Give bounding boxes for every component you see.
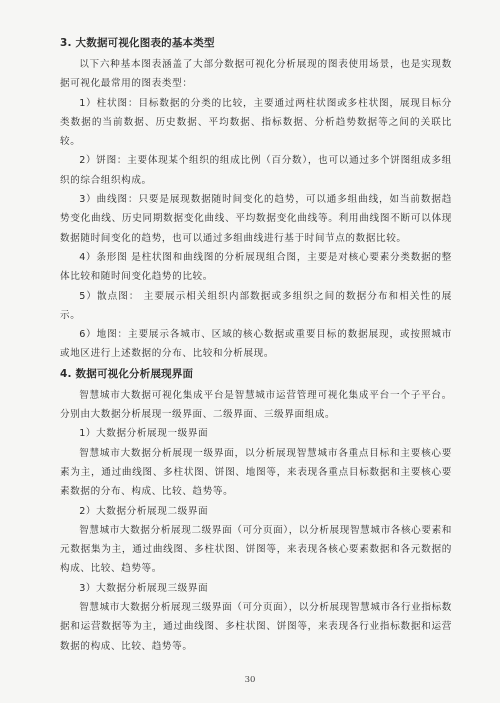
level-2-interface-text: 智慧城市大数据分析展现二级界面（可分页面），以分析展现智慧城市各核心要素和元数据集为主，通过曲线图、多柱状图、饼图等，来表现各核心要素数据和各元数据的构成、比较、趋势等。 xyxy=(60,524,452,575)
section-3-intro: 以下六种基本图表涵盖了大部分数据可视化分析展现的图表使用场景，也是实现数据可视化最常用的图表类型： xyxy=(60,59,452,90)
section-4-intro: 智慧城市大数据可视化集成平台是智慧城市运营管理可视化集成平台一个子平台。分别由大数据分析展现一级界面、二级界面、三级界面组成。 xyxy=(60,389,452,421)
chart-type-map: 6）地图：主要展示各城市、区域的核心数据或重要目标的数据展现，或按照城市或地区进行上述数据的分布、比较和分析展现。 xyxy=(60,329,452,360)
chart-type-scatter: 5）散点图： 主要展示相关组织内部数据或多组织之间的数据分布和相关性的展示。 xyxy=(60,290,452,321)
level-3-interface-heading: 3）大数据分析展现三级界面 xyxy=(79,582,209,594)
page-number: 30 xyxy=(244,675,256,685)
chart-type-bar: 1）柱状图：目标数据的分类的比较，主要通过两柱状图或多柱状图，展现目标分类数据的当前数据、历史数据、平均数据、指标数据、分析趋势数据等之间的关联比较。 xyxy=(60,97,452,148)
chart-type-bar-line-combo: 4）条形图 是柱状图和曲线图的分析展现组合图，主要是对核心要素分类数据的整体比较和随时间变化趋势的比较。 xyxy=(60,251,452,283)
chart-type-line: 3）曲线图：只要是展现数据随时间变化的趋势，可以通多组曲线，如当前数据趋势变化曲线、历史同期数据变化曲线、平均数据变化曲线等。利用曲线图不断可以体现数据随时间变化的趋势，也可以通过多组曲线进行基于时间节点的数据比较。 xyxy=(60,194,452,244)
level-2-interface-heading: 2）大数据分析展现二级界面 xyxy=(79,505,209,517)
page-content xyxy=(60,36,452,656)
section-4-heading: 4. 数据可视化分析展现界面 xyxy=(60,367,194,380)
level-1-interface-heading: 1）大数据分析展现一级界面 xyxy=(79,428,209,440)
level-3-interface-text: 智慧城市大数据分析展现三级界面（可分页面），以分析展现智慧城市各行业指标数据和运营数据等为主，通过曲线图、多柱状图、饼图等，来表现各行业指标数据和运营数据的构成、比较、趋势等。 xyxy=(60,602,452,652)
chart-type-pie: 2）饼图：主要体现某个组织的组成比例（百分数），也可以通过多个饼图组成多组织的综合组织构成。 xyxy=(60,155,452,186)
section-3-heading: 3. 大数据可视化图表的基本类型 xyxy=(60,37,215,49)
level-1-interface-text: 智慧城市大数据分析展现一级界面，以分析展现智慧城市各重点目标和主要核心要素为主，通过曲线图、多柱状图、饼图、地图等，来表现各重点目标数据和主要核心要素数据的分布、构成、比较、趋势等。 xyxy=(60,447,452,498)
